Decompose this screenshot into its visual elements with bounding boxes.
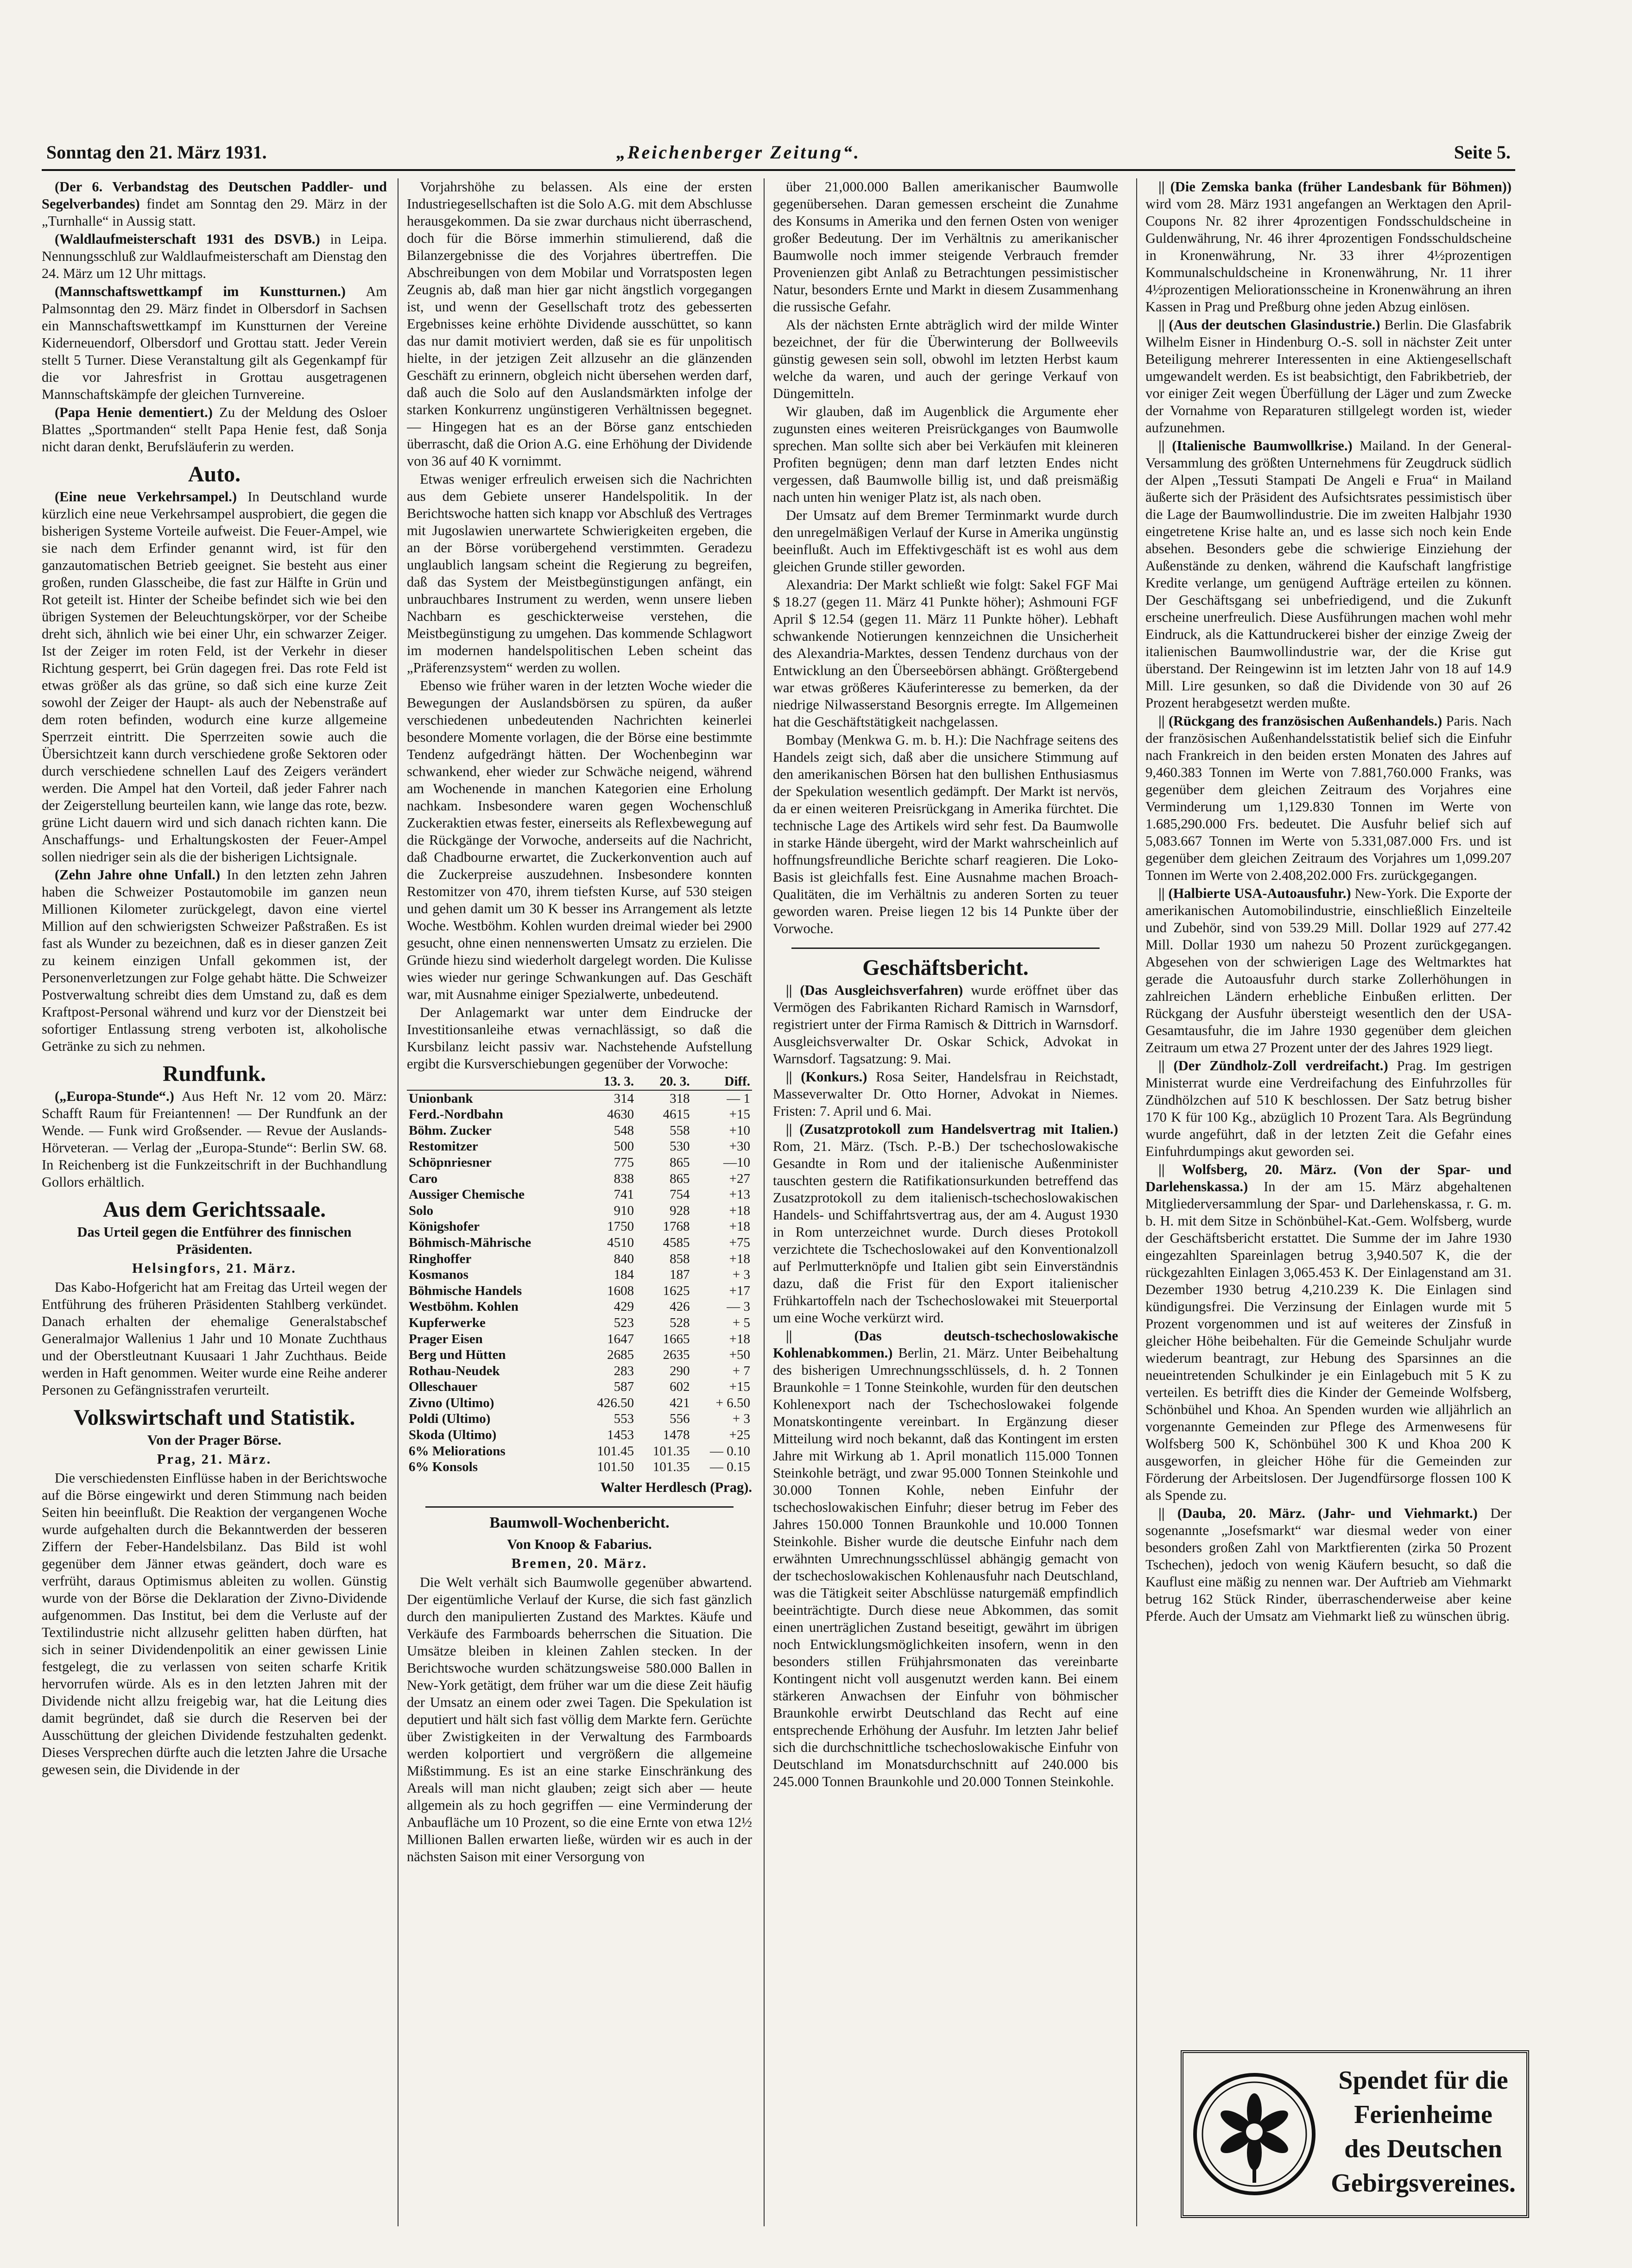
stock-name: Prager Eisen — [409, 1331, 483, 1346]
ad-line: Spendet für die — [1338, 2066, 1508, 2095]
table-row — [407, 1219, 752, 1235]
stock-value: +18 — [729, 1251, 750, 1266]
table-row — [407, 1363, 752, 1379]
news-item-lead: (Waldlaufmeisterschaft 1931 des DSVB.) — [55, 231, 320, 247]
stock-value: — 0.10 — [710, 1443, 750, 1459]
news-item-lead: || (Dauba, 20. März. (Jahr- und Viehmarkt.) — [1158, 1505, 1478, 1521]
stock-name: Böhm. Zucker — [409, 1123, 492, 1138]
table-row — [407, 1171, 752, 1187]
stock-value: 838 — [614, 1171, 634, 1186]
stock-name: Berg und Hütten — [409, 1347, 506, 1363]
news-item-lead: („Europa-Stunde“.) — [55, 1088, 174, 1104]
newspaper-title: „Reichenberger Zeitung“. — [616, 142, 861, 163]
table-row — [407, 1427, 752, 1443]
table-row — [407, 1123, 752, 1139]
stock-value: +30 — [729, 1139, 750, 1154]
table-row — [407, 1331, 752, 1347]
author-signature: Walter Herdlesch (Prag). — [600, 1479, 752, 1495]
table-row — [407, 1315, 752, 1331]
stock-value: 928 — [670, 1203, 690, 1218]
news-item — [42, 283, 387, 403]
stock-value: +75 — [729, 1235, 750, 1250]
sports-notes — [42, 178, 387, 455]
stock-value: 775 — [614, 1155, 634, 1170]
news-item-lead: (Eine neue Verkehrsampel.) — [55, 489, 237, 505]
news-item — [42, 178, 387, 230]
paragraph: Der Anlagemarkt war unter dem Eindrucke der Investitionsanleihe etwas vernachlässigt, so daß die Kursbilanz leicht passiv war. Nachstehende Aufstellung ergibt die Kursverschiebungen gegenüber der Vorwoche: — [407, 1004, 752, 1072]
paragraph: Wir glauben, daß im Augenblick die Argumente eher zugunsten eines weiteren Preisrückganges von Baumwolle sprechen. Man sollte sich aber bei Verkäufen mit kleineren Profiten begnügen; denn man darf letzten Endes nicht vergessen, daß Baumwolle billig ist, und daß preismäßig nach unten hin weniger Platz ist, als nach oben. — [773, 404, 1118, 505]
stock-name: Unionbank — [409, 1091, 473, 1106]
news-item — [1145, 437, 1512, 712]
news-item — [1145, 1505, 1512, 1625]
table-row — [407, 1155, 752, 1171]
news-item-text: Mailand. In der General-Versammlung des größten Unternehmens für Zeugdruck südlich der Alpen „Tessuti Stampati De Angeli e Frua“ in Mailand äußerte sich der Präsident des Aufsichtsrates pessimistisch über die Lage der Baumwollindustrie. Die im zweiten Halbjahr 1930 eingetretene Krise halte an, und es lasse sich noch kein Ende absehen. Besonders gebe die schwierige Einziehung der Außenstände zu denken, während die Kaufschaft langfristige Kredite verlange, um genügend Aufträge erteilen zu können. Der Geschäftsgang sei unbefriedigend, und die Zukunft erscheine unerfreulich. Diese Ausführungen machen wohl mehr Eindruck, als die Kattundruckerei bisher der einzige Zweig der italienischen Baumwollindustrie war, der die Krise gut überstand. Der Reingewinn ist im letzten Jahr von 18 auf 14.9 Mill. Lire gesunken, so daß die Dividende von 30 auf 26 Prozent herabgesetzt werden mußte. — [1145, 438, 1512, 711]
stock-name: 6% Meliorations — [409, 1443, 506, 1459]
news-item-text: findet am Sonntag den 29. März in der „Turnhalle“ in Aussig statt. — [42, 196, 387, 229]
table-row — [407, 1106, 752, 1123]
paragraph: Etwas weniger erfreulich erweisen sich die Nachrichten aus dem Gebiete unserer Handelspolitik. In der Berichtswoche hatten sich knapp vor Abschluß des Vertrages mit Jugoslawien unerwartete Schwierigkeiten ergeben, die an der Börse vorübergehend verstimmten. Geradezu unglaublich langsam scheint die Regierung zu begreifen, daß das System der Meistbegünstigungen anfängt, ein unbrauchbares Instrument zu werden, wenn unsere lieben Nachbarn es geschickterweise verstehen, die Meistbegünstigung zu umgehen. Das kommende Schlagwort im modernen handelspolitischen Leben scheint das „Präferenzsystem“ werden zu wollen. — [407, 471, 752, 676]
business-notes — [773, 982, 1118, 1790]
news-item — [1145, 316, 1512, 436]
stock-value: 754 — [670, 1187, 690, 1202]
table-row — [407, 1251, 752, 1267]
stock-value: 858 — [670, 1251, 690, 1266]
news-item-lead: (Der 6. Verbandstag des Deutschen Paddler- und Segelverbandes) — [42, 179, 387, 212]
news-item-lead: (Mannschaftswettkampf im Kunstturnen.) — [55, 284, 346, 299]
stock-name: Skoda (Ultimo) — [409, 1428, 497, 1443]
news-item — [773, 1327, 1118, 1790]
table-row — [407, 1299, 752, 1315]
stock-name: Westböhm. Kohlen — [409, 1299, 519, 1314]
stock-value: +10 — [729, 1123, 750, 1138]
news-item — [42, 231, 387, 282]
stock-value: 500 — [614, 1139, 634, 1154]
table-row — [407, 1443, 752, 1459]
news-item-text: Prag. Im gestrigen Ministerrat wurde eine Verdreifachung des Einfuhrzolles für Zündhölzchen auf 510 K beschlossen. Der Satz betrug bisher 170 K für 100 Kg., abzüglich 10 Prozent Tara. Als Begründung wurde angeführt, daß in der letzten Zeit die Gefahr eines Einfuhrdumpings akut geworden sei. — [1145, 1058, 1512, 1159]
news-item-text: Der sogenannte „Josefsmarkt“ war diesmal weder von einer besonders großen Zahl von Marktfierenten (zirka 50 Prozent Tschechen), jedoch von wenig Käufern besucht, so daß die Kauflust eine mäßig zu nennen war. Der Auftrieb am Viehmarkt betrug 162 Stück Rinder, überraschenderweise aber keine Pferde. Auch der Umsatz am Viehmarkt ließ zu wünschen übrig. — [1145, 1505, 1512, 1624]
paragraph: Ebenso wie früher waren in der letzten Woche wieder die Bewegungen der Auslandsbörsen zu spüren, da außer verschiedenen unbedeutenden Nachrichten keinerlei besondere Momente vorlagen, die der Börse eine bestimmte Tendenz aufgedrängt hätten. Der Wochenbeginn war schwankend, eher wieder zur Schwäche neigend, während am Wochenende in manchen Kategorien eine Erholung nachkam. Insbesondere waren gegen Wochenschluß Zuckeraktien etwas fester, einerseits als Reflexbewegung auf die Rückgänge der Vorwoche, anderseits auf die Nachricht, daß Chadbourne erwartet, die Zuckerkonvention auch auf die Zuckerpreise auszudehnen. Insbesondere konnten Restomitzer von 470, ihrem tiefsten Kurse, auf 530 steigen und gehen damit um 30 K besser ins Arrangement als letzte Woche. Westböhm. Kohlen wurden dreimal wieder bei 2900 gesucht, ohne einen nennenswerten Umsatz zu erzielen. Die Gründe hiezu sind wiederholt dargelegt worden. Die Kulisse wies wieder nur geringe Schwankungen auf. Das Geschäft war, mit Ausnahme einiger Spezialwerte, unbedeutend. — [407, 678, 752, 1002]
news-item-lead: || (Rückgang des französischen Außenhandels.) — [1158, 713, 1442, 729]
table-header-row — [407, 1074, 752, 1090]
news-item-lead: (Papa Henie dementiert.) — [55, 404, 213, 420]
paragraph: Alexandria: Der Markt schließt wie folgt: Sakel FGF Mai $ 18.27 (gegen 11. März 41 Punkte höher); Ashmouni FGF April $ 12.54 (gegen 11. März 11 Punkte höher). Lebhaft schwankende Notierungen kennzeichnen die Unsicherheit des Alexandria-Marktes, dessen Tendenz durchaus von der Entwicklung an den Überseebörsen abhängt. Größtergebend war etwas größeres Käuferinteresse zu bemerken, da der niedrige Nilwasserstand Besorgnis erregte. Im Allgemeinen hat die Geschäftstätigkeit nachgelassen. — [773, 577, 1118, 730]
news-item-lead: || Wolfsberg, 20. März. (Von der Spar- und Darlehenskassa.) — [1145, 1162, 1512, 1194]
stock-name: Zivno (Ultimo) — [409, 1395, 494, 1410]
stock-value: 1608 — [607, 1283, 634, 1298]
table-row — [407, 1379, 752, 1395]
stock-value: 101.45 — [597, 1443, 634, 1459]
news-item-lead: || (Italienische Baumwollkrise.) — [1158, 438, 1353, 454]
radio-notes — [42, 1088, 387, 1191]
news-item-lead: || (Konkurs.) — [786, 1069, 867, 1085]
stock-value: 101.35 — [652, 1459, 690, 1475]
stock-value: 318 — [670, 1091, 690, 1106]
news-item — [1145, 713, 1512, 884]
stock-value: 283 — [614, 1363, 634, 1378]
stock-value: — 3 — [727, 1299, 750, 1314]
stock-name: 6% Konsols — [409, 1459, 478, 1475]
column-2 — [407, 178, 752, 2226]
stock-value: 910 — [614, 1203, 634, 1218]
stock-value: 101.35 — [652, 1443, 690, 1459]
stock-value: 865 — [670, 1171, 690, 1186]
news-item-text: Am Palmsonntag den 29. März findet in Olbersdorf in Sachsen ein Mannschaftswettkampf im Kunstturnen der Vereine Kiderneuendorf, Olbersdorf und Grottau statt. Jeder Verein stellt 5 Turner. Diese Veranstaltung gilt als Gegenkampf für die vor Jahresfrist in Grottau ausgetragenen Mannschaftskämpfe der gleichen Turnvereine. — [42, 284, 387, 402]
stock-value: +25 — [729, 1428, 750, 1443]
paragraph: Der Umsatz auf dem Bremer Terminmarkt wurde durch den unregelmäßigen Verlauf der Kurse in Amerika ungünstig beeinflußt. Auch im Effektivgeschäft ist es wohl aus dem gleichen Grunde stiller geworden. — [773, 507, 1118, 575]
stock-value: 553 — [614, 1411, 634, 1427]
table-row — [407, 1235, 752, 1251]
stock-name: Kosmanos — [409, 1267, 468, 1282]
paragraph: Bombay (Menkwa G. m. b. H.): Die Nachfrage seitens des Handels zeigt sich, daß aber die unsichere Stimmung auf den amerikanischen Börsen hat den bullishen Enthusiasmus der Spekulation wesentlich gedämpft. Der Markt ist nervös, da er einen weiteren Preisrückgang in Amerika fürchtet. Die technische Lage des Artikels wird sehr fest. Da Baumwolle in starke Hände übergeht, wird der Markt wahrscheinlich auf hoffnungsfreundliche Berichte scharf reagieren. Die Loko-Basis ist gleichfalls fest. Eine Ausnahme machen Broach-Qualitäten, die im Verhältnis zu anderen Sorten zu teuer geworden waren. Preise liegen 12 bis 14 Punkte über der Vorwoche. — [773, 732, 1118, 936]
stock-value: 1625 — [663, 1283, 690, 1298]
stock-name: Ferd.-Nordbahn — [409, 1107, 503, 1122]
divider — [791, 948, 1100, 949]
stock-value: 4630 — [607, 1107, 634, 1122]
news-item-text: Paris. Nach der französischen Außenhandelsstatistik belief sich die Einfuhr nach Frankreich in den beiden ersten Monaten des Jahres auf 9,460.383 Tonnen im Werte von 7.881,760.000 Franks, was gegenüber dem gleichen Zeitraum des Vorjahres eine Verminderung um 1,129.830 Tonnen im Werte von 1.685,290.000 Frs. bedeutet. Die Ausfuhr belief sich auf 5,083.667 Tonnen im Werte von 5.331,087.000 Frs. und ist gegenüber dem gleichen Zeitraum des Vorjahres um 1,099.207 Tonnen im Werte von 2.408,202.000 Frs. zurückgegangen. — [1145, 713, 1512, 883]
stock-value: 523 — [614, 1315, 634, 1330]
news-item-text: Berlin, 21. März. Unter Beibehaltung des bisherigen Umrechnungsschlüssels, d. h. 2 Tonnen Braunkohle = 1 Tonne Steinkohle, wurden für den deutschen Kohlenexport nach der Tschechoslowakei folgende Monatskontingente vereinbart. In Ergänzung dieser Mitteilung wird noch bekannt, daß das Kontingent im ersten Jahre mit Wirkung ab 1. April monatlich 115.000 Tonnen Steinkohle beträgt, und zwar 95.000 Tonnen Steinkohle und 30.000 Tonnen Kohle, neben Einfuhr der tschechoslowakischen Einfuhr; dieser betrug im Feber des Jahres 150.000 Tonnen Braunkohle und 10.000 Tonnen Steinkohle. Bisher wurde die deutsche Einfuhr nach dem erwähnten Umrechnungsschlüssel abhängig gemacht von der tschechoslowakischen Kohlenausfuhr nach Deutschland, was die Tätigkeit seiter Abschlüsse naturgemäß empfindlich beeinträchtigte. Durch diese neue Abkommen, das somit einen unerträglichen Zustand beseitigt, gewährt im übrigen noch Entwicklungsmöglichkeiten insofern, wenn in den besonders stillen Frühjahrsmonaten das vereinbarte Kontingent nicht voll ausgenutzt werden kann. Bei einem stärkeren Anwachsen der Einfuhr von böhmischer Braunkohle erwirbt Deutschland das Recht auf eine entsprechende Erhöhung der Ausfuhr. Im letzten Jahr belief sich die durchschnittliche tschechoslowakische Einfuhr von Deutschland im Monatsdurchschnitt auf 240.000 bis 245.000 Tonnen Braunkohle und 20.000 Tonnen Steinkohle. — [773, 1345, 1118, 1789]
stock-value: 556 — [670, 1411, 690, 1427]
stock-value: 4585 — [663, 1235, 690, 1250]
stock-name: Königshofer — [409, 1219, 480, 1234]
table-row — [407, 1283, 752, 1299]
paragraph: Die verschiedensten Einflüsse haben in der Berichtswoche auf die Börse eingewirkt und deren Stimmung nach beiden Seiten hin beeinflußt. Die Reaktion der vergangenen Woche wurde aufgehalten durch die Bekanntwerden der besseren Ziffern der Feber-Handelsbilanz. Das Bild ist wohl gegenüber dem Jänner etwas geändert, doch ware es verfrüht, daraus Optimismus ableiten zu wollen. Günstig wurde von der Börse die Deklaration der Zivno-Dividende aufgenommen. Das Institut, bei dem die Verluste auf der Textilindustrie nicht allzusehr gelitten haben dürften, hat sich in seiner Dividendenpolitik an einer gewissen Linie festgelegt, die zu verlassen von seiten scharfe Kritik hervorrufen würde. Als es in den letzten Jahren mit der Dividende nicht allzu freigebig war, hat die Leitung dies damit begründet, daß sie durch die Reserven bei der Ausschüttung der gleichen Dividende festzuhalten gedenkt. Dieses Versprechen dürfte auch die letzten Jahre die Ursache gewesen sein, die Dividende in der — [42, 1470, 387, 1777]
table-row — [407, 1267, 752, 1283]
paragraph: über 21,000.000 Ballen amerikanischer Baumwolle gegenübersehen. Daran gemessen erscheint die Zunahme des Konsums in Amerika und den fernen Osten von weniger großer Bedeutung. Der im Verhältnis zu amerikanischer Baumwolle noch immer steigende Verbrauch fremder Provenienzen gibt Anlaß zu Betrachtungen pessimistischer Natur, besonders Ernte und Markt in diesem Zusammenhang die russische Gefahr. — [773, 179, 1118, 315]
article-subheading: Das Urteil gegen die Entführer des finnischen Präsidenten. — [77, 1224, 352, 1257]
exchange-article-continued — [407, 178, 752, 1073]
stock-name: Ringhoffer — [409, 1251, 472, 1266]
stock-value: +18 — [729, 1219, 750, 1234]
stock-value: —10 — [723, 1155, 750, 1170]
paragraph: Die Welt verhält sich Baumwolle gegenüber abwartend. Der eigentümliche Verlauf der Kurse, die sich fast gänzlich durch den manipulierten Zustand des Marktes. Käufe und Verkäufe des Farmboards beherrschen die Situation. Die Umsätze bleiben in kleinen Zahlen stecken. In der Berichtswoche wurden schätzungsweise 580.000 Ballen in New-York getätigt, dem früher war um die diese Zeit häufig der Umsatz an einem oder zwei Tagen. Die Spekulation ist deputiert und hält sich fast völlig dem Markte fern. Gerüchte über Zwistigkeiten in der Verwaltung des Farmboards werden kolportiert und vergrößern die allgemeine Mißstimmung. Es ist an eine starke Einschränkung des Areals will man nicht glauben; zeigt sich aber — heute allgemein als zu hoch gegriffen — eine Verminderung der Anbaufläche um 10 Prozent, so die eine Ernte von etwa 12½ Millionen Ballen erwarten ließe, würden wir es auch in der nächsten Saison mit einer Versorgung von — [407, 1574, 752, 1864]
section-heading-business: Geschäftsbericht. — [862, 955, 1029, 980]
column-header: 20. 3. — [636, 1074, 691, 1090]
page-number: Seite 5. — [1454, 142, 1511, 163]
stock-value: 865 — [670, 1155, 690, 1170]
article-dateline: Helsingfors, 21. März. — [132, 1260, 297, 1276]
section-heading-auto: Auto. — [188, 462, 241, 486]
ad-line: Gebirgsvereines. — [1331, 2169, 1516, 2198]
column-header: Diff. — [692, 1074, 752, 1090]
stock-value: +15 — [729, 1379, 750, 1395]
news-item-lead: || (Aus der deutschen Glasindustrie.) — [1158, 317, 1380, 333]
stock-value: 421 — [670, 1395, 690, 1410]
stock-value: 4615 — [663, 1107, 690, 1122]
stock-value: — 1 — [727, 1091, 750, 1106]
news-item — [1145, 885, 1512, 1056]
table-row — [407, 1138, 752, 1155]
table-row — [407, 1459, 752, 1475]
article-dateline: Prag, 21. März. — [157, 1451, 272, 1467]
stock-value: 4510 — [607, 1235, 634, 1250]
table-row — [407, 1203, 752, 1219]
column-rule — [1136, 178, 1137, 2226]
news-item — [42, 1088, 387, 1191]
news-item-lead: (Zehn Jahre ohne Unfall.) — [55, 867, 221, 883]
news-item — [773, 982, 1118, 1068]
news-item-lead: || (Halbierte USA-Autoausfuhr.) — [1158, 885, 1351, 901]
stock-value: 741 — [614, 1187, 634, 1202]
news-item-lead: || (Zusatzprotokoll zum Handelsvertrag mit Italien.) — [786, 1121, 1118, 1137]
news-item-lead: || (Das deutsch-tschechoslowakische Kohlenabkommen.) — [773, 1328, 1118, 1361]
column-header: 13. 3. — [580, 1074, 636, 1090]
stock-value: + 6.50 — [715, 1395, 750, 1410]
stock-name: Solo — [409, 1203, 434, 1218]
news-item-text: in Leipa. Nennungsschluß zur Waldlaufmeisterschaft am Dienstag den 24. März um 12 Uhr mittags. — [42, 231, 387, 281]
stock-value: +13 — [729, 1187, 750, 1202]
advertisement-box — [1181, 2050, 1529, 2218]
divider — [425, 1506, 734, 1508]
auto-notes — [42, 488, 387, 1055]
section-heading-economy: Volkswirtschaft und Statistik. — [73, 1405, 355, 1430]
news-item-text: In den letzten zehn Jahren haben die Schweizer Postautomobile im ganzen neun Millionen Kilometer zurückgelegt, davon eine viertel Million auf den schwierigsten Schweizer Paßstraßen. Es ist fast als Wunder zu bezeichnen, daß es in dieser ganzen Zeit zu keinem einzigen Unfall gekommen ist, der Personenverletzungen zur Folge gehabt hätte. Die Schweizer Postverwaltung schreibt dies dem Umstand zu, daß es dem Kraftpost-Personal während und kurz vor der Dienstzeit bei sofortiger Entlassung streng verboten ist, alkoholische Getränke zu sich zu nehmen. — [42, 867, 387, 1054]
column-1 — [42, 178, 387, 2226]
news-item-text: wurde eröffnet über das Vermögen des Fabrikanten Richard Ramisch in Warnsdorf, registriert unter der Firma Ramisch & Dittrich in Warnsdorf. Ausgleichsverwalter Dr. Oskar Schick, Advokat in Warnsdorf. Tagsatzung: 9. Mai. — [773, 982, 1118, 1067]
stock-value: 314 — [614, 1091, 634, 1106]
stock-value: 101.50 — [597, 1459, 634, 1475]
cotton-report-continued — [773, 178, 1118, 937]
table-row — [407, 1187, 752, 1203]
news-item-text: Aus Heft Nr. 12 vom 20. März: Schafft Raum für Freiantennen! — Der Rundfunk an der Wende. — Funk wird Großsender. — Revue der Auslands-Hörveteran. — Verlag der „Europa-Stunde“: Berlin SW. 68. In Reichenberg ist die Funkzeitschrift in der Buchhandlung Gollors erhältlich. — [42, 1088, 387, 1190]
stock-value: 187 — [670, 1267, 690, 1282]
news-item — [773, 1121, 1118, 1327]
news-item-text: In Deutschland wurde kürzlich eine neue Verkehrsampel ausprobiert, die gegen die bisherigen Systeme Vorteile aufweist. Die Feuer-Ampel, wie sie nach dem Erfinder genannt wird, ist für den ganzautomatischen Betrieb geeignet. Sie besteht aus einer großen, runden Glasscheibe, die fast zur Hälfte in Grün und Rot geteilt ist. Hinter der Scheibe befindet sich wie bei den übrigen Systemen der Beleuchtungskörper, vor der Scheibe dreht sich, ähnlich wie bei einer Uhr, ein schwarzer Zeiger. Ist der Zeiger im roten Feld, ist der Verkehr in dieser Richtung gesperrt, bei Grün dagegen frei. Das rote Feld ist etwas größer als das grüne, so daß sich eine kurze Zeit sowohl der Zeiger der Haupt- als auch der Nebenstraße auf dem roten befinden, wodurch eine kurze allgemeine Sperrzeit eintritt. Die Sperrzeiten sowie auch die Übersichtzeit kann durch verschiedene große Sektoren oder durch verschiedene schnellen Lauf des Zeigers verändert werden. Die Ampel hat den Vorteil, daß jeder Fahrer nach der Zeigerstellung beurteilen kann, wie lange das rote, bezw. grüne Licht dauern wird und sich danach richten kann. Die Anschaffungs- und Erhaltungskosten der Feuer-Ampel sollen niedriger sein als die der bisherigen Lichtsignale. — [42, 489, 387, 865]
column-3 — [773, 178, 1118, 2226]
section-heading-cotton: Baumwoll-Wochenbericht. — [489, 1514, 670, 1531]
stock-value: +15 — [729, 1107, 750, 1122]
stock-value: — 0.15 — [710, 1459, 750, 1475]
stock-value: 558 — [670, 1123, 690, 1138]
stock-value: 429 — [614, 1299, 634, 1314]
stock-name: Rothau-Neudek — [409, 1363, 500, 1378]
stock-name: Olleschauer — [409, 1379, 478, 1395]
news-item-text: wird vom 28. März 1931 angefangen an Werktagen den April-Coupons Nr. 82 ihrer 4prozentigen Fondsschuldscheine in Guldenwährung, Nr. 46 ihrer 4prozentigen Fondsschuldscheine in Kronenwährung, Nr. 33 ihrer 4½prozentigen Kommunalschuldscheine in Kronenwährung, Nr. 11 ihrer 4½prozentigen Meliorationsscheine in Kronenwährung an ihren Kassen in Prag und Preßburg ohne jeden Abzug einlösen. — [1145, 196, 1512, 315]
news-item — [1145, 1057, 1512, 1160]
stock-value: 1478 — [663, 1428, 690, 1443]
column-rule — [764, 178, 765, 2226]
stock-value: 426 — [670, 1299, 690, 1314]
news-item-text: Rom, 21. März. (Tsch. P.-B.) Der tschechoslowakische Gesandte in Rom und der italienische Außenminister tauschten gestern die Ratifikationsurkunden betreffend das Zusatzprotokoll zu dem italienisch-tschechoslowakischen Handels- und Schiffahrtsvertrag aus, der am 4. August 1930 in Rom unterzeichnet wurde. Durch dieses Protokoll verzichtete die Tschechoslowakei auf den Konventionalzoll auf Perlmutterknöpfe und Italien gibt sein Einverständnis dazu, daß die Frist für den Export italienischer Frühkartoffeln nach der Tschechoslowakei mit Steuerportal um eine Woche verkürzt wird. — [773, 1138, 1118, 1326]
stock-value: 426.50 — [597, 1395, 634, 1410]
stock-value: + 7 — [732, 1363, 750, 1378]
news-item — [42, 404, 387, 455]
paragraph: Vorjahrshöhe zu belassen. Als eine der ersten Industriegesellschaften ist die Solo A.G. mit dem Abschlusse herausgekommen. Da sie zwar durchaus nicht überraschend, doch für die Börse immerhin stimulierend, daß die Bilanzergebnisse die des Vorjahres übertreffen. Die Abschreibungen von dem Mobilar und Vorratsposten legen Zeugnis ab, daß man hier gar nicht ängstlich vorgegangen ist, und wenn der Gesellschaft trotz des gebesserten Ergebnisses keine erhöhte Dividende ausschüttet, so kann das nur damit motiviert werden, daß sie es für unpolitisch hielte, in der jetzigen Zeit allzusehr an die glänzenden Geschäft zu erinnern, obgleich nicht übersehen werden darf, daß auch die Solo auf den Auslandsmärkten infolge der starken Konkurrenz ungünstigeren Verhältnissen begegnet. — Hingegen hat es an der Börse ganz entschieden überrascht, daß die Orion A.G. eine Erhöhung der Dividende von 36 auf 40 K vornimmt. — [407, 179, 752, 469]
news-item — [1145, 178, 1512, 316]
stock-value: 290 — [670, 1363, 690, 1378]
stock-value: + 3 — [732, 1267, 750, 1282]
column-rule — [398, 178, 399, 2226]
news-item-lead: || (Das Ausgleichsverfahren) — [786, 982, 963, 998]
stock-value: +17 — [729, 1283, 750, 1298]
stock-value: 1750 — [607, 1219, 634, 1234]
news-item-lead: || (Die Zemska banka (früher Landesbank für Böhmen)) — [1158, 179, 1512, 195]
ad-line: des Deutschen — [1344, 2135, 1502, 2163]
stock-value: +50 — [729, 1347, 750, 1363]
news-item-lead: || (Der Zündholz-Zoll verdreifacht.) — [1158, 1058, 1388, 1074]
stock-value: 2635 — [663, 1347, 690, 1363]
stock-value: 1647 — [607, 1331, 634, 1346]
stock-value: 184 — [614, 1267, 634, 1282]
stock-value: + 3 — [732, 1411, 750, 1427]
advertisement-text — [1327, 2063, 1519, 2200]
stock-value: 2685 — [607, 1347, 634, 1363]
exchange-article — [42, 1470, 387, 1778]
news-item-text: New-York. Die Exporte der amerikanischen Automobilindustrie, einschließlich Einzelteile und Zubehör, sind von 539.29 Mill. Dollar 1929 auf 277.42 Mill. Dollar 1930 um nahezu 50 Prozent zurückgegangen. Abgesehen von der schwierigen Lage des Weltmarktes hat gerade die Autoausfuhr durch starke Zollerhöhungen in zahlreichen Ländern erhebliche Einbußen erlitten. Der Rückgang der Ausfuhr übersteigt wesentlich den der USA-Gesamtausfuhr, die im Jahre 1930 gegenüber dem gleichen Zeitraum um etwa 27 Prozent unter der des Jahres 1929 liegt. — [1145, 885, 1512, 1055]
stock-name: Kupferwerke — [409, 1315, 486, 1330]
stock-value: 548 — [614, 1123, 634, 1138]
table-row — [407, 1395, 752, 1411]
news-item — [42, 488, 387, 866]
news-item-text: In der am 15. März abgehaltenen Mitgliederversammlung der Spar- und Darlehenskassa, r. G. m. b. H. mit dem Sitze in Schönbühel-Kat.-Gem. Wolfsberg, wurde der Geschäftsbericht erstattet. Die Summe der im Jahre 1930 eingezahlten Spareinlagen betrug 3,940.507 K, die der rückgezahlten Einlagen 3,065.453 K. Der Einlagenstand am 31. Dezember 1930 betrug 4,210.239 K. Die Einlagen sind kündigungsfrei. Die Verzinsung der Einlagen wurde mit 5 Prozent vorgenommen und ist auf weiteres der Zinsfuß in gleicher Höhe beibehalten. Für die Gemeinde Schuljahr wurde wiederum beantragt, zur Hebung des Sparsinnes an die neueintretenden Schulkinder je ein Einlagebuch mit 5 K zu verteilen. Es betrifft dies die Kinder der Gemeinde Wolfsberg, Schönbühel und Khoa. An Spenden wurden wie alljährlich an vorgenannte Gemeinden zur Pflege des Armenwesens für Wolfsberg 500 K, Schönbühel 300 K und Khoa 200 K ausgeworfen, in gleicher Höhe für die Gemeinden zur Förderung der Arbeitslosen. Der Jugendfürsorge flossen 100 K als Spende zu. — [1145, 1179, 1512, 1503]
stock-price-table — [407, 1074, 752, 1475]
court-article — [42, 1279, 387, 1399]
stock-name: Böhmisch-Mährische — [409, 1235, 531, 1250]
stock-value: 530 — [670, 1139, 690, 1154]
stock-name: Schöpnriesner — [409, 1155, 492, 1170]
news-item — [42, 866, 387, 1055]
header-date: Sonntag den 21. März 1931. — [46, 142, 267, 163]
paragraph: Als der nächsten Ernte abträglich wird der milde Winter bezeichnet, der für die Überwinterung der Bollweevils günstig gewesen sein soll, obwohl im letzten Herbst kaum welche da waren, und auch der geringe Verkauf von Düngemitteln. — [773, 317, 1118, 401]
stock-value: +27 — [729, 1171, 750, 1186]
stock-name: Böhmische Handels — [409, 1283, 522, 1298]
stock-name: Caro — [409, 1171, 438, 1186]
table-row — [407, 1090, 752, 1107]
news-item — [773, 1068, 1118, 1120]
stock-value: 840 — [614, 1251, 634, 1266]
stock-value: + 5 — [732, 1315, 750, 1330]
stock-name: Restomitzer — [409, 1139, 478, 1154]
stock-value: +18 — [729, 1331, 750, 1346]
news-item-text: Zu der Meldung des Osloer Blattes „Sportmanden“ stellt Papa Henie fest, daß Sonja nicht daran denkt, Berufsläuferin zu werden. — [42, 404, 387, 455]
business-notes-continued — [1145, 178, 1512, 1625]
stock-value: 1768 — [663, 1219, 690, 1234]
stock-value: 602 — [670, 1379, 690, 1395]
stock-value: 528 — [670, 1315, 690, 1330]
cotton-report — [407, 1574, 752, 1865]
stock-name: Poldi (Ultimo) — [409, 1411, 491, 1427]
paragraph: Das Kabo-Hofgericht hat am Freitag das Urteil wegen der Entführung des früheren Präsidenten Stahlberg verkündet. Danach erhalten der ehemalige Generalstabschef Generalmajor Wallenius 1 Jahr und 10 Monate Zuchthaus und der Oberstleutnant Kuusaari 1 Jahr Zuchthaus. Beide werden in Haft genommen. Weiter wurde eine Reihe anderer Personen zu Gefängnisstrafen verurteilt. — [42, 1279, 387, 1398]
section-heading-radio: Rundfunk. — [163, 1061, 266, 1086]
article-dateline: Bremen, 20. März. — [511, 1555, 648, 1571]
page-header — [42, 141, 1515, 171]
column-header — [407, 1074, 580, 1090]
news-item-text: Rosa Seiter, Handelsfrau in Reichstadt, Masseverwalter Dr. Otto Horner, Advokat in Niemes. Fristen: 7. April und 6. Mai. — [773, 1069, 1118, 1119]
stock-value: 1453 — [607, 1428, 634, 1443]
article-subheading: Von Knoop & Fabarius. — [507, 1536, 652, 1552]
section-heading-court: Aus dem Gerichtssaale. — [102, 1197, 326, 1222]
stock-value: 1665 — [663, 1331, 690, 1346]
stock-name: Aussiger Chemische — [409, 1187, 525, 1202]
stock-value: +18 — [729, 1203, 750, 1218]
edelweiss-emblem-icon — [1192, 2067, 1317, 2201]
table-row — [407, 1411, 752, 1427]
article-subheading: Von der Prager Börse. — [147, 1432, 282, 1448]
table-row — [407, 1347, 752, 1363]
news-item — [1145, 1161, 1512, 1504]
ad-line: Ferienheime — [1354, 2100, 1493, 2129]
news-item-text: Berlin. Die Glasfabrik Wilhelm Eisner in Hindenburg O.-S. soll in nächster Zeit unter Beteiligung mehrerer Interessenten in eine Aktiengesellschaft umgewandelt werden. Es ist beabsichtigt, den Fabrikbetrieb, der vor einiger Zeit wegen Überfüllung der Läger und zum Zwecke der Vornahme von Reparaturen stillgelegt worden ist, wieder aufzunehmen. — [1145, 317, 1512, 436]
column-4 — [1145, 178, 1512, 2226]
stock-value: 587 — [614, 1379, 634, 1395]
